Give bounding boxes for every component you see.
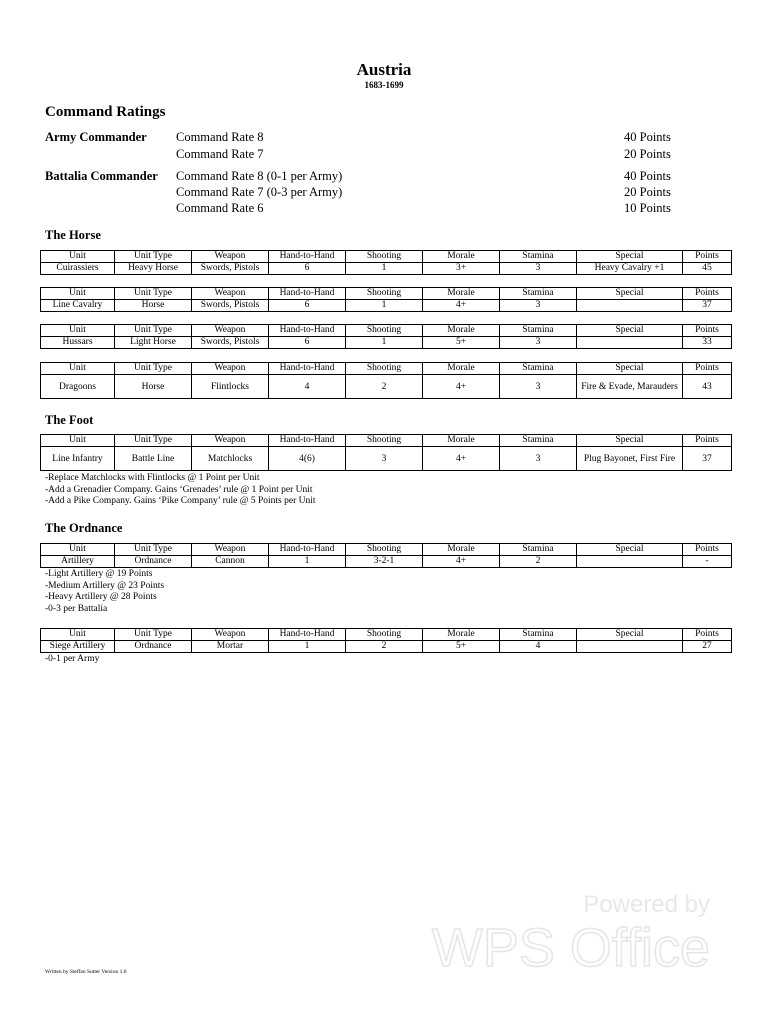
column-header: Shooting <box>346 435 423 447</box>
unit-table <box>40 434 732 471</box>
table-cell: 3 <box>500 337 577 349</box>
table-cell: Artillery <box>41 556 115 568</box>
column-header: Morale <box>423 435 500 447</box>
table-cell: 6 <box>269 263 346 275</box>
column-header: Hand-to-Hand <box>269 363 346 375</box>
table-cell: 27 <box>683 641 732 653</box>
column-header: Unit Type <box>115 288 192 300</box>
table-cell: 5+ <box>423 641 500 653</box>
column-header: Shooting <box>346 544 423 556</box>
command-ratings-heading: Command Ratings <box>45 104 166 120</box>
table-cell: Ordnance <box>115 641 192 653</box>
note-line: -Medium Artillery @ 23 Points <box>45 580 165 591</box>
column-header: Points <box>683 629 732 641</box>
table-row <box>41 300 732 312</box>
table-row <box>41 263 732 275</box>
table-cell: 3-2-1 <box>346 556 423 568</box>
column-header: Unit <box>41 288 115 300</box>
column-header: Hand-to-Hand <box>269 251 346 263</box>
table-cell: 1 <box>269 556 346 568</box>
table-cell: Hussars <box>41 337 115 349</box>
unit-table <box>40 324 732 349</box>
table-cell: Horse <box>115 300 192 312</box>
column-header: Special <box>577 251 683 263</box>
column-header: Weapon <box>192 629 269 641</box>
page-subtitle-years: 1683-1699 <box>364 80 404 90</box>
column-header: Stamina <box>500 544 577 556</box>
table-cell: Swords, Pistols <box>192 263 269 275</box>
column-header: Weapon <box>192 435 269 447</box>
table-cell: 3 <box>500 300 577 312</box>
table-cell: 4(6) <box>269 447 346 471</box>
table-cell: 2 <box>346 375 423 399</box>
table-cell: Heavy Cavalry +1 <box>577 263 683 275</box>
column-header: Shooting <box>346 288 423 300</box>
siege-notes <box>45 654 99 666</box>
table-row <box>41 447 732 471</box>
table-cell: Cannon <box>192 556 269 568</box>
column-header: Hand-to-Hand <box>269 288 346 300</box>
table-cell: 43 <box>683 375 732 399</box>
table-header-row <box>41 544 732 556</box>
table-cell: Plug Bayonet, First Fire <box>577 447 683 471</box>
column-header: Unit <box>41 363 115 375</box>
table-cell: 4+ <box>423 556 500 568</box>
table-cell: 37 <box>683 447 732 471</box>
table-row <box>41 375 732 399</box>
note-line: -0-3 per Battalia <box>45 603 108 614</box>
column-header: Unit Type <box>115 363 192 375</box>
column-header: Hand-to-Hand <box>269 629 346 641</box>
note-line: -Add a Grenadier Company. Gains ‘Grenades’ rule @ 1 Point per Unit <box>45 484 313 495</box>
column-header: Weapon <box>192 544 269 556</box>
note-line: -0-1 per Army <box>45 654 100 664</box>
column-header: Special <box>577 629 683 641</box>
table-cell: 6 <box>269 300 346 312</box>
table-cell: Light Horse <box>115 337 192 349</box>
table-cell: 3 <box>500 263 577 275</box>
column-header: Hand-to-Hand <box>269 325 346 337</box>
table-cell: Horse <box>115 375 192 399</box>
column-header: Special <box>577 325 683 337</box>
table-row <box>41 337 732 349</box>
table-cell <box>577 300 683 312</box>
table-cell: 3 <box>500 375 577 399</box>
foot-heading: The Foot <box>45 413 94 427</box>
table-cell: - <box>683 556 732 568</box>
table-header-row <box>41 435 732 447</box>
table-cell: 6 <box>269 337 346 349</box>
column-header: Shooting <box>346 325 423 337</box>
battalia-points-1: 40 Points <box>624 169 671 183</box>
foot-notes <box>45 473 316 508</box>
unit-table <box>40 543 732 568</box>
table-cell: 4+ <box>423 300 500 312</box>
table-cell: Battle Line <box>115 447 192 471</box>
table-cell: 37 <box>683 300 732 312</box>
column-header: Unit <box>41 544 115 556</box>
battalia-rate-3: Command Rate 6 <box>176 201 264 215</box>
table-header-row <box>41 325 732 337</box>
column-header: Points <box>683 288 732 300</box>
army-rate-1: Command Rate 8 <box>176 130 264 144</box>
column-header: Morale <box>423 363 500 375</box>
column-header: Hand-to-Hand <box>269 435 346 447</box>
table-header-row <box>41 363 732 375</box>
column-header: Shooting <box>346 251 423 263</box>
column-header: Weapon <box>192 251 269 263</box>
column-header: Stamina <box>500 363 577 375</box>
table-cell: 3+ <box>423 263 500 275</box>
table-cell: 33 <box>683 337 732 349</box>
table-cell: Cuirassiers <box>41 263 115 275</box>
table-cell: 1 <box>346 300 423 312</box>
column-header: Morale <box>423 325 500 337</box>
column-header: Unit Type <box>115 435 192 447</box>
table-cell <box>577 556 683 568</box>
column-header: Weapon <box>192 288 269 300</box>
table-cell: Line Cavalry <box>41 300 115 312</box>
horse-heading: The Horse <box>45 228 101 242</box>
column-header: Unit Type <box>115 325 192 337</box>
table-cell: Dragoons <box>41 375 115 399</box>
table-cell: Heavy Horse <box>115 263 192 275</box>
table-cell <box>577 641 683 653</box>
table-cell: 1 <box>346 337 423 349</box>
column-header: Special <box>577 435 683 447</box>
table-cell: 4+ <box>423 447 500 471</box>
note-line: -Add a Pike Company. Gains ‘Pike Company’ rule @ 5 Points per Unit <box>45 496 316 506</box>
column-header: Points <box>683 251 732 263</box>
army-points-1: 40 Points <box>624 130 671 144</box>
table-row <box>41 641 732 653</box>
army-rate-2: Command Rate 7 <box>176 147 264 161</box>
table-cell: 2 <box>346 641 423 653</box>
page-title: Austria <box>356 60 412 79</box>
column-header: Stamina <box>500 251 577 263</box>
column-header: Shooting <box>346 363 423 375</box>
column-header: Special <box>577 544 683 556</box>
column-header: Hand-to-Hand <box>269 544 346 556</box>
army-points-2: 20 Points <box>624 147 671 161</box>
army-commander-label: Army Commander <box>45 130 147 144</box>
column-header: Shooting <box>346 629 423 641</box>
table-cell: 3 <box>346 447 423 471</box>
column-header: Stamina <box>500 325 577 337</box>
footer-credit: Written by Steffan Sutter Version 1.0 <box>45 969 127 975</box>
table-header-row <box>41 629 732 641</box>
table-cell: 1 <box>346 263 423 275</box>
table-cell: 4 <box>269 375 346 399</box>
wps-office-watermark <box>420 890 720 970</box>
column-header: Points <box>683 363 732 375</box>
battalia-rate-1: Command Rate 8 (0-1 per Army) <box>176 169 343 183</box>
column-header: Unit <box>41 251 115 263</box>
battalia-points-2: 20 Points <box>624 185 671 199</box>
column-header: Unit <box>41 325 115 337</box>
column-header: Stamina <box>500 629 577 641</box>
column-header: Unit <box>41 435 115 447</box>
unit-table <box>40 628 732 653</box>
note-line: -Replace Matchlocks with Flintlocks @ 1 Point per Unit <box>45 473 260 483</box>
table-cell: Flintlocks <box>192 375 269 399</box>
table-cell: 3 <box>500 447 577 471</box>
column-header: Stamina <box>500 288 577 300</box>
table-cell <box>577 337 683 349</box>
battalia-points-3: 10 Points <box>624 201 671 215</box>
unit-table <box>40 250 732 275</box>
note-line: -Light Artillery @ 19 Points <box>45 569 153 579</box>
table-cell: 2 <box>500 556 577 568</box>
table-cell: 5+ <box>423 337 500 349</box>
unit-table <box>40 362 732 399</box>
column-header: Special <box>577 363 683 375</box>
column-header: Morale <box>423 288 500 300</box>
table-cell: Swords, Pistols <box>192 300 269 312</box>
table-cell: 4 <box>500 641 577 653</box>
column-header: Unit Type <box>115 251 192 263</box>
battalia-rate-2: Command Rate 7 (0-3 per Army) <box>176 185 343 199</box>
column-header: Weapon <box>192 325 269 337</box>
table-header-row <box>41 288 732 300</box>
watermark-wps-office: WPS Office <box>431 918 710 970</box>
table-cell: Swords, Pistols <box>192 337 269 349</box>
column-header: Morale <box>423 251 500 263</box>
column-header: Points <box>683 325 732 337</box>
column-header: Weapon <box>192 363 269 375</box>
column-header: Stamina <box>500 435 577 447</box>
ordnance-heading: The Ordnance <box>45 521 123 535</box>
table-header-row <box>41 251 732 263</box>
column-header: Points <box>683 544 732 556</box>
unit-table <box>40 287 732 312</box>
column-header: Unit Type <box>115 629 192 641</box>
table-cell: Mortar <box>192 641 269 653</box>
table-cell: Matchlocks <box>192 447 269 471</box>
column-header: Unit <box>41 629 115 641</box>
table-cell: 1 <box>269 641 346 653</box>
table-cell: Ordnance <box>115 556 192 568</box>
column-header: Unit Type <box>115 544 192 556</box>
table-row <box>41 556 732 568</box>
column-header: Morale <box>423 629 500 641</box>
note-line: -Heavy Artillery @ 28 Points <box>45 592 157 602</box>
table-cell: Line Infantry <box>41 447 115 471</box>
battalia-commander-label: Battalia Commander <box>45 169 158 183</box>
table-cell: 45 <box>683 263 732 275</box>
table-cell: Siege Artillery <box>41 641 115 653</box>
column-header: Points <box>683 435 732 447</box>
table-cell: 4+ <box>423 375 500 399</box>
watermark-powered-by: Powered by <box>583 891 710 918</box>
column-header: Special <box>577 288 683 300</box>
artillery-notes <box>45 569 164 615</box>
column-header: Morale <box>423 544 500 556</box>
table-cell: Fire & Evade, Marauders <box>577 375 683 399</box>
